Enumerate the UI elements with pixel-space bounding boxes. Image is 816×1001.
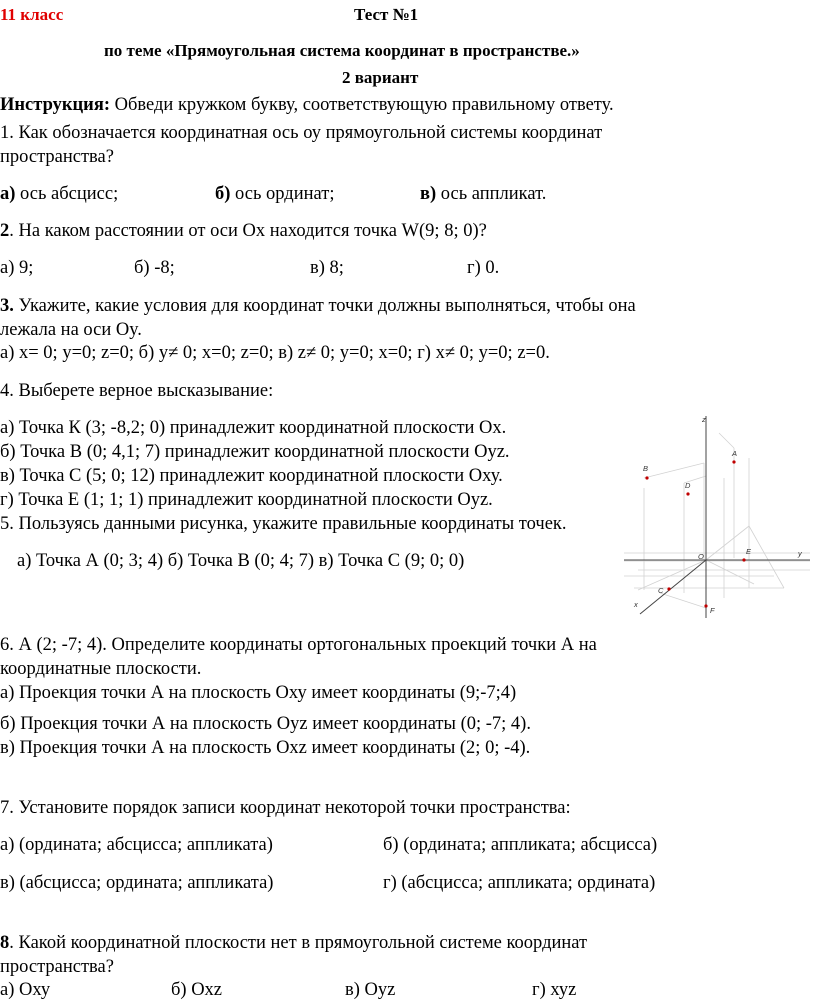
option-letter: в)	[420, 184, 437, 204]
point-b-label: B	[643, 464, 649, 473]
q6-text-line2: координатные плоскости.	[0, 659, 202, 679]
q8-option-b[interactable]: б) Охz	[171, 980, 223, 1000]
q5-text: 5. Пользуясь данными рисунка, укажите правильные координаты точек.	[0, 514, 567, 534]
point-c-label: C	[658, 586, 664, 595]
instruction-text: Обведи кружком букву, соответствующую правильному ответу.	[110, 95, 614, 115]
q4-option-a[interactable]: а) Точка К (3; -8,2; 0) принадлежит координатной плоскости Ох.	[0, 418, 507, 438]
q7-option-b[interactable]: б) (ордината; аппликата; абсцисса)	[383, 835, 658, 855]
point-a-label: A	[732, 449, 738, 458]
q7-text: 7. Установите порядок записи координат некоторой точки пространства:	[0, 798, 571, 818]
q1-text-line1: 1. Как обозначается координатная ось оу прямоугольной системы координат	[0, 123, 603, 143]
y-axis-label: y	[798, 549, 802, 558]
variant-label: 2 вариант	[342, 68, 419, 87]
q3-options[interactable]: а) x= 0; y=0; z=0; б) y≠ 0; x=0; z=0; в) z≠ 0; y=0; x=0; г) x≠ 0; y=0; z=0.	[0, 343, 550, 363]
grade-label: 11 класс	[0, 5, 64, 24]
point-f	[704, 604, 707, 607]
q6-option-b[interactable]: б) Проекция точки А на плоскость Оуz имеет координаты (0; -7; 4).	[0, 714, 531, 734]
q2-option-b[interactable]: б) -8;	[134, 258, 175, 278]
q2-text	[0, 220, 487, 242]
q8-option-d[interactable]: г) хуz	[532, 980, 577, 1000]
q6-text-line1: 6. А (2; -7; 4). Определите координаты ортогональных проекций точки А на	[0, 635, 597, 655]
q7-option-c[interactable]: в) (абсцисса; ордината; аппликата)	[0, 873, 274, 893]
q3-body: Укажите, какие условия для координат точки должны выполняться, чтобы она	[13, 296, 636, 316]
q4-option-c[interactable]: в) Точка С (5; 0; 12) принадлежит координатной плоскости Оху.	[0, 466, 503, 486]
q8-body: . Какой координатной плоскости нет в прямоугольной системе координат	[9, 933, 588, 953]
z-axis-label: z	[702, 415, 706, 424]
q1-option-b[interactable]	[215, 183, 334, 205]
q2-number: 2	[0, 221, 10, 241]
q2-option-c[interactable]: в) 8;	[310, 258, 344, 278]
origin-label: O	[698, 552, 704, 561]
point-f-label: F	[710, 606, 715, 615]
q6-option-a[interactable]: а) Проекция точки А на плоскость Оху имеет координаты (9;-7;4)	[0, 683, 517, 703]
q5-options[interactable]: а) Точка А (0; 3; 4) б) Точка В (0; 4; 7) в) Точка С (9; 0; 0)	[17, 551, 465, 571]
q1-option-a[interactable]	[0, 183, 118, 205]
q7-option-d[interactable]: г) (абсцисса; аппликата; ордината)	[383, 873, 656, 893]
q2-option-d[interactable]: г) 0.	[467, 258, 500, 278]
option-letter: а)	[0, 184, 16, 204]
q8-option-c[interactable]: в) Оуz	[345, 980, 396, 1000]
q8-text-line2: пространства?	[0, 957, 114, 977]
point-e-label: E	[746, 547, 752, 556]
point-b	[645, 476, 648, 479]
q4-text: 4. Выберете верное высказывание:	[0, 381, 274, 401]
q4-option-b[interactable]: б) Точка В (0; 4,1; 7) принадлежит координатной плоскости Оуz.	[0, 442, 510, 462]
point-d	[686, 492, 689, 495]
q8-number: 8	[0, 933, 10, 953]
q8-text-line1	[0, 932, 587, 954]
q6-option-c[interactable]: в) Проекция точки А на плоскость Охz имеет координаты (2; 0; -4).	[0, 738, 531, 758]
q1-option-c[interactable]	[420, 183, 546, 205]
option-text: ось аппликат.	[436, 184, 547, 204]
x-axis	[640, 560, 706, 614]
coordinate-system-diagram	[624, 408, 812, 623]
option-text: ось ординат;	[230, 184, 335, 204]
q2-body: . На каком расстоянии от оси Ох находится точка W(9; 8; 0)?	[9, 221, 487, 241]
point-e	[742, 558, 745, 561]
grid-lines	[624, 433, 810, 608]
point-a	[732, 460, 735, 463]
option-letter: б)	[215, 184, 231, 204]
q3-text-line2: лежала на оси Оy.	[0, 320, 142, 340]
q4-option-d[interactable]: г) Точка Е (1; 1; 1) принадлежит координатной плоскости Оуz.	[0, 490, 493, 510]
instruction	[0, 94, 614, 116]
q3-text-line1	[0, 295, 636, 317]
instruction-label: Инструкция:	[0, 95, 111, 115]
topic-title: по теме «Прямоугольная система координат в пространстве.»	[104, 41, 580, 60]
q1-text-line2: пространства?	[0, 147, 114, 167]
q7-option-a[interactable]: а) (ордината; абсцисса; аппликата)	[0, 835, 273, 855]
q2-option-a[interactable]: а) 9;	[0, 258, 34, 278]
test-title: Тест №1	[354, 5, 419, 24]
point-d-label: D	[685, 481, 691, 490]
point-c	[667, 587, 670, 590]
x-axis-label: x	[634, 600, 638, 609]
q8-option-a[interactable]: а) Оху	[0, 980, 51, 1000]
option-text: ось абсцисс;	[15, 184, 119, 204]
q3-number: 3.	[0, 296, 14, 316]
